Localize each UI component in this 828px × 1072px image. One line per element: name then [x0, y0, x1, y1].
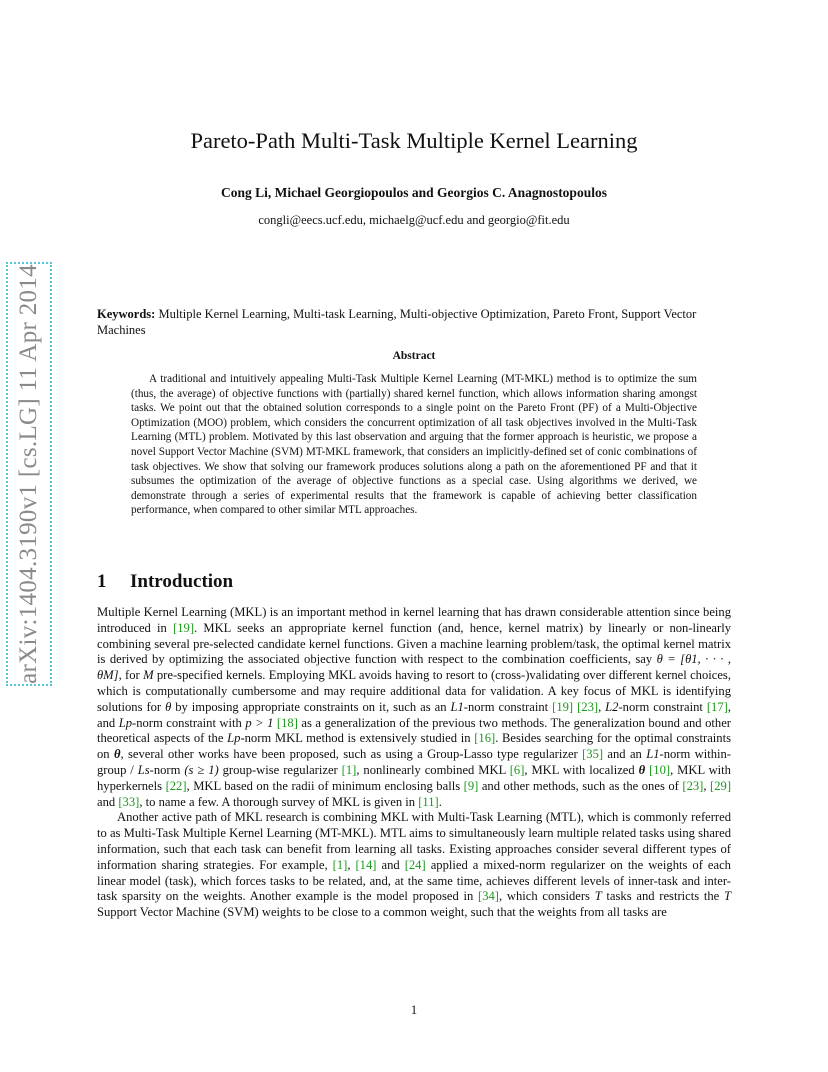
citation-link[interactable]: [16] — [474, 731, 496, 746]
citation-link[interactable]: [11] — [418, 794, 439, 809]
citation-link[interactable]: [29] — [710, 778, 732, 793]
math-inline: θ — [113, 747, 121, 762]
page-number: 1 — [410, 1003, 418, 1017]
text-run: and other methods, such as the ones of — [478, 778, 683, 793]
section-number: 1 — [97, 571, 107, 592]
text-run: , MKL with hyperkernels — [97, 762, 731, 793]
citation-link[interactable]: [14] — [355, 857, 377, 872]
citation-link[interactable]: [6] — [509, 762, 525, 777]
math-inline: θ — [638, 762, 646, 777]
text-run: -norm constraint with — [132, 715, 246, 730]
text-run: and — [376, 857, 405, 872]
arxiv-stamp — [6, 262, 52, 686]
text-run: , MKL with localized — [524, 762, 639, 777]
section-body — [97, 605, 731, 921]
keywords-label: Keywords: — [97, 307, 156, 321]
math-inline: L1 — [450, 699, 464, 714]
math-inline: M — [143, 668, 154, 683]
citation-link[interactable]: [35] — [582, 747, 604, 762]
math-inline: T — [594, 889, 602, 904]
citation-link[interactable]: [33] — [118, 794, 140, 809]
math-inline: T — [723, 889, 731, 904]
citation-link[interactable]: [9] — [463, 778, 479, 793]
section-heading — [97, 571, 233, 593]
text-run: . — [438, 794, 442, 809]
math-inline: Lp — [227, 731, 241, 746]
text-run: -norm — [149, 762, 185, 777]
text-run: and an — [603, 747, 647, 762]
text-run: , — [598, 699, 606, 714]
citation-link[interactable]: [24] — [404, 857, 426, 872]
text-run: tasks and restricts the — [601, 889, 724, 904]
math-inline: Lp — [118, 715, 132, 730]
text-run: Another active path of MKL research is combining MKL with Multi-Task Learning (MTL), which is commonly referred to as Multi-Task Multiple Kernel Learning (MT-MKL). MTL aims to simultaneously learn multiple related tasks using shared information, such that each task can benefit from learning all tasks. Existing approaches consider several different types of information sharing strategies. For example, — [97, 810, 731, 872]
text-run: pre-specified kernels. Employing MKL avoids having to resort to (cross-)validating over different kernel choices, which is computationally cumbersome and may require additional data for validation. A key focus of MKL is identifying solutions for — [97, 668, 731, 714]
text-run: and — [97, 794, 119, 809]
text-run: . Besides searching for the optimal constraints on — [97, 731, 731, 762]
text-run: -norm constraint — [463, 699, 553, 714]
citation-link[interactable]: [22] — [165, 778, 187, 793]
paragraph-1: Multiple Kernel Learning (MKL) is an important method in kernel learning that has drawn considerable attention since being introduced in [19]. MKL seeks an appropriate kernel function (and, hence, kernel matrix) by linearly or non-linearly combining several pre-selected candidate kernel functions. Given a machine learning problem/task, the optimal kernel matrix is derived by optimizing the associated objective function with respect to the combination coefficients, say θ = [θ1, · · · , θM], for M pre-specified kernels. Employing MKL avoids having to resort to (cross-)validating over different kernel choices, which is computationally cumbersome and may require additional data for validation. A key focus of MKL is identifying solutions for θ by imposing appropriate constraints on it, such as an L1-norm constraint [19] [23], L2-norm constraint [17], and Lp-norm constraint with p > 1 [18] as a generalization of the previous two methods. The generalization bound and other theoretical aspects of the Lp-norm MKL method is extensively studied in [16]. Besides searching for the optimal constraints on θ, several other works have been proposed, such as using a Group-Lasso type regularizer [35] and an L1-norm within-group / Ls-norm (s ≥ 1) group-wise regularizer [1], nonlinearly combined MKL [6], MKL with localized θ [10], MKL with hyperkernels [22], MKL based on the radii of minimum enclosing balls [9] and other methods, such as the ones of [23], [29] and [33], to name a few. A thorough survey of MKL is given in [11]. — [97, 605, 732, 809]
citation-link[interactable]: [17] — [706, 699, 728, 714]
math-inline: L2 — [605, 699, 619, 714]
text-run: , MKL based on the radii of minimum enclosing balls — [186, 778, 464, 793]
text-run: applied a mixed-norm regularizer on the weights of each linear model (task), which forces tasks to be related, and, at the same time, achieves different levels of inner-task and inter-task sparsity on the weights. Another example is the model proposed in — [97, 857, 731, 904]
citation-link[interactable]: [1] — [341, 762, 357, 777]
math-inline: Ls — [137, 762, 150, 777]
math-inline: p > 1 — [245, 715, 274, 730]
text-run: group-wise regularizer — [218, 762, 342, 777]
text-run: . MKL seeks an appropriate kernel function (and, hence, kernel matrix) by linearly or non-linearly combining several pre-selected candidate kernel functions. Given a machine learning problem/task, the optimal kernel matrix is derived by optimizing the associated objective function with respect to the combination coefficients, say — [97, 620, 732, 667]
text-run: , to name a few. A thorough survey of MKL is given in — [139, 794, 419, 809]
section-title: Introduction — [130, 571, 234, 592]
citation-link[interactable]: [1] — [332, 857, 348, 872]
keywords-text: Multiple Kernel Learning, Multi-task Learning, Multi-objective Optimization, Pareto Front, Support Vector Machines — [97, 307, 697, 337]
text-run: , nonlinearly combined MKL — [356, 762, 510, 777]
text-run: -norm constraint — [618, 699, 707, 714]
citation-link[interactable]: [19] — [552, 699, 574, 714]
abstract-heading: Abstract — [392, 350, 436, 362]
text-run: by imposing appropriate constraints on it, such as an — [171, 699, 451, 714]
author-list: Cong Li, Michael Georgiopoulos and Georgios C. Anagnostopoulos — [221, 185, 607, 200]
text-run: , for — [118, 668, 144, 683]
text-run: -norm within-group / — [97, 747, 732, 777]
math-inline: (s ≥ 1) — [184, 762, 219, 777]
arxiv-id[interactable]: arXiv:1404.3190v1 [cs.LG] 11 Apr 2014 — [15, 264, 42, 684]
text-run: , which considers — [499, 889, 595, 904]
paper-title: Pareto-Path Multi-Task Multiple Kernel Learning — [190, 128, 638, 153]
author-emails: congli@eecs.ucf.edu, michaelg@ucf.edu and georgio@fit.edu — [258, 213, 570, 227]
text-run: as a generalization of the previous two methods. The generalization bound and other theoretical aspects of the — [97, 715, 731, 746]
math-inline: L1 — [646, 747, 660, 762]
citation-link[interactable]: [34] — [478, 889, 499, 904]
paragraph-2: Another active path of MKL research is combining MKL with Multi-Task Learning (MTL), which is commonly referred to as Multi-Task Multiple Kernel Learning (MT-MKL). MTL aims to simultaneously learn multiple related tasks using shared information, such that each task can benefit from learning all tasks. Existing approaches consider several different types of information sharing strategies. For example, [1], [14] and [24] applied a mixed-norm regularizer on the weights of each linear model (task), which forces tasks to be related, and, at the same time, achieves different levels of inner-task and inter-task sparsity on the weights. Another example is the model proposed in [34], which considers T tasks and restricts the T Support Vector Machine (SVM) weights to be close to a common weight, such that the weights from all tasks are — [97, 810, 731, 920]
text-run: , and — [97, 699, 731, 730]
text-run: -norm MKL method is extensively studied in — [240, 731, 475, 746]
citation-link[interactable]: [23] — [682, 778, 704, 793]
citation-link[interactable]: [19] — [173, 620, 195, 635]
math-inline: θ — [165, 699, 172, 714]
citation-link[interactable]: [10] — [649, 762, 671, 777]
text-run: , several other works have been proposed, such as using a Group-Lasso type regularizer — [120, 747, 583, 762]
abstract-text: A traditional and intuitively appealing Multi-Task Multiple Kernel Learning (MT-MKL) method is to optimize the sum (thus, the average) of objective functions with (partially) shared kernel function, which allows information sharing amongst tasks. We point out that the obtained solution corresponds to a single point on the Pareto Front (PF) of a Multi-Objective Optimization (MOO) problem, which considers the concurrent optimization of all task objectives involved in the Multi-Task Learning (MTL) problem. Motivated by this last observation and arguing that the former approach is heuristic, we propose a novel Support Vector Machine (SVM) MT-MKL framework, that considers an implicitly-defined set of conic combinations of task objectives. We show that solving our framework produces solutions along a path on the aforementioned PF and that it subsumes the optimization of the average of objective functions as a special case. Using algorithms we derived, we demonstrate through a series of experimental results that the framework is capable of achieving better classification performance, when compared to other similar MTL approaches. — [131, 373, 697, 517]
citation-link[interactable]: [18] — [276, 715, 298, 730]
keywords — [97, 306, 731, 338]
text-run: Support Vector Machine (SVM) weights to be close to a common weight, such that the weights from all tasks are — [97, 905, 667, 920]
citation-link[interactable]: [23] — [577, 699, 599, 714]
text-run: Multiple Kernel Learning (MKL) is an important method in kernel learning that has drawn considerable attention since being introduced in — [97, 605, 731, 635]
math-inline: θ = [θ1, · · · , θM] — [97, 652, 731, 683]
